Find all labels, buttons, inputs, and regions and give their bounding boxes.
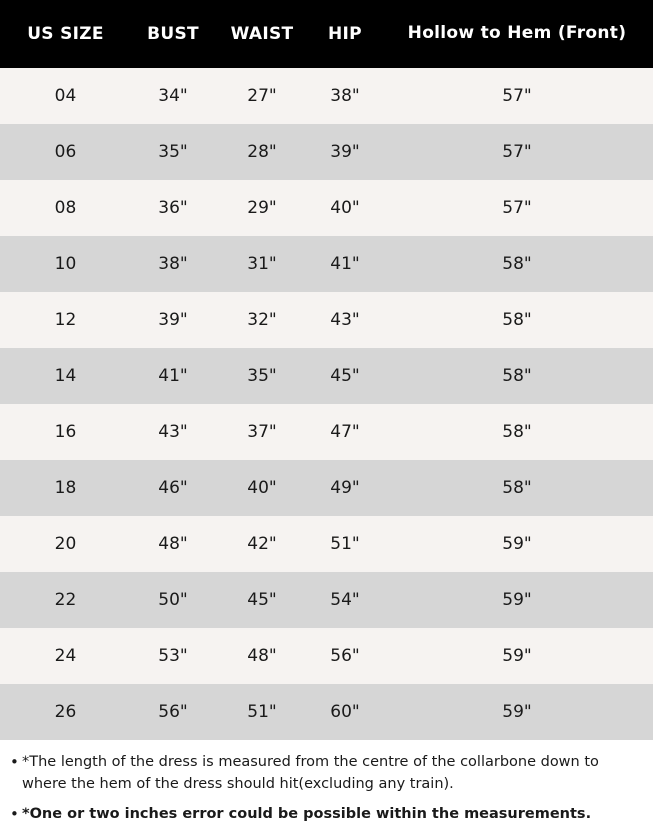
cell-waist: 28" bbox=[215, 124, 309, 180]
cell-bust: 39" bbox=[131, 292, 215, 348]
table-row bbox=[0, 628, 653, 684]
cell-hip: 38" bbox=[309, 68, 381, 124]
cell-us-size: 16 bbox=[0, 404, 131, 460]
cell-hip: 47" bbox=[309, 404, 381, 460]
cell-bust: 50" bbox=[131, 572, 215, 628]
cell-hollow-to-hem: 58" bbox=[381, 348, 653, 404]
cell-hip: 40" bbox=[309, 180, 381, 236]
table-row bbox=[0, 348, 653, 404]
cell-hip: 60" bbox=[309, 684, 381, 740]
cell-hollow-to-hem: 58" bbox=[381, 404, 653, 460]
table-row bbox=[0, 180, 653, 236]
cell-us-size: 12 bbox=[0, 292, 131, 348]
note-text: *One or two inches error could be possible within the measurements. bbox=[22, 804, 637, 825]
cell-bust: 38" bbox=[131, 236, 215, 292]
column-header-us-size: US SIZE bbox=[0, 0, 131, 68]
cell-bust: 41" bbox=[131, 348, 215, 404]
cell-bust: 56" bbox=[131, 684, 215, 740]
cell-hollow-to-hem: 58" bbox=[381, 292, 653, 348]
cell-waist: 35" bbox=[215, 348, 309, 404]
cell-hip: 39" bbox=[309, 124, 381, 180]
bullet-icon: • bbox=[10, 804, 22, 825]
note-measurement-method bbox=[10, 752, 637, 796]
cell-hollow-to-hem: 59" bbox=[381, 628, 653, 684]
cell-us-size: 18 bbox=[0, 460, 131, 516]
cell-us-size: 10 bbox=[0, 236, 131, 292]
cell-waist: 40" bbox=[215, 460, 309, 516]
cell-bust: 35" bbox=[131, 124, 215, 180]
notes-section bbox=[0, 740, 653, 825]
cell-waist: 51" bbox=[215, 684, 309, 740]
table-body bbox=[0, 68, 653, 740]
cell-hip: 43" bbox=[309, 292, 381, 348]
cell-waist: 48" bbox=[215, 628, 309, 684]
cell-bust: 36" bbox=[131, 180, 215, 236]
table-row bbox=[0, 572, 653, 628]
cell-us-size: 08 bbox=[0, 180, 131, 236]
cell-hip: 51" bbox=[309, 516, 381, 572]
cell-hip: 41" bbox=[309, 236, 381, 292]
cell-us-size: 26 bbox=[0, 684, 131, 740]
cell-waist: 32" bbox=[215, 292, 309, 348]
cell-us-size: 06 bbox=[0, 124, 131, 180]
cell-waist: 31" bbox=[215, 236, 309, 292]
cell-waist: 45" bbox=[215, 572, 309, 628]
table-row bbox=[0, 460, 653, 516]
column-header-hip: HIP bbox=[309, 0, 381, 68]
table-row bbox=[0, 68, 653, 124]
column-header-hollow-to-hem: Hollow to Hem (Front) bbox=[381, 0, 653, 68]
note-text: *The length of the dress is measured from the centre of the collarbone down to where the hem of the dress should hit(excluding any train). bbox=[22, 752, 637, 796]
cell-hip: 45" bbox=[309, 348, 381, 404]
cell-us-size: 20 bbox=[0, 516, 131, 572]
cell-bust: 53" bbox=[131, 628, 215, 684]
cell-hip: 56" bbox=[309, 628, 381, 684]
cell-bust: 43" bbox=[131, 404, 215, 460]
table-row bbox=[0, 292, 653, 348]
cell-bust: 46" bbox=[131, 460, 215, 516]
table-row bbox=[0, 124, 653, 180]
note-tolerance bbox=[10, 804, 637, 825]
bullet-icon: • bbox=[10, 752, 22, 773]
column-header-bust: BUST bbox=[131, 0, 215, 68]
cell-waist: 42" bbox=[215, 516, 309, 572]
cell-hollow-to-hem: 59" bbox=[381, 572, 653, 628]
cell-us-size: 04 bbox=[0, 68, 131, 124]
cell-hip: 49" bbox=[309, 460, 381, 516]
cell-bust: 34" bbox=[131, 68, 215, 124]
cell-us-size: 14 bbox=[0, 348, 131, 404]
table-row bbox=[0, 516, 653, 572]
cell-hollow-to-hem: 58" bbox=[381, 460, 653, 516]
table-row bbox=[0, 236, 653, 292]
table-header bbox=[0, 0, 653, 68]
cell-us-size: 24 bbox=[0, 628, 131, 684]
header-row bbox=[0, 0, 653, 68]
cell-hollow-to-hem: 57" bbox=[381, 180, 653, 236]
cell-hollow-to-hem: 59" bbox=[381, 684, 653, 740]
cell-hollow-to-hem: 57" bbox=[381, 68, 653, 124]
cell-us-size: 22 bbox=[0, 572, 131, 628]
cell-hollow-to-hem: 59" bbox=[381, 516, 653, 572]
cell-waist: 29" bbox=[215, 180, 309, 236]
cell-waist: 27" bbox=[215, 68, 309, 124]
cell-hollow-to-hem: 57" bbox=[381, 124, 653, 180]
table-row bbox=[0, 404, 653, 460]
table-row bbox=[0, 684, 653, 740]
cell-waist: 37" bbox=[215, 404, 309, 460]
cell-bust: 48" bbox=[131, 516, 215, 572]
cell-hip: 54" bbox=[309, 572, 381, 628]
column-header-waist: WAIST bbox=[215, 0, 309, 68]
cell-hollow-to-hem: 58" bbox=[381, 236, 653, 292]
